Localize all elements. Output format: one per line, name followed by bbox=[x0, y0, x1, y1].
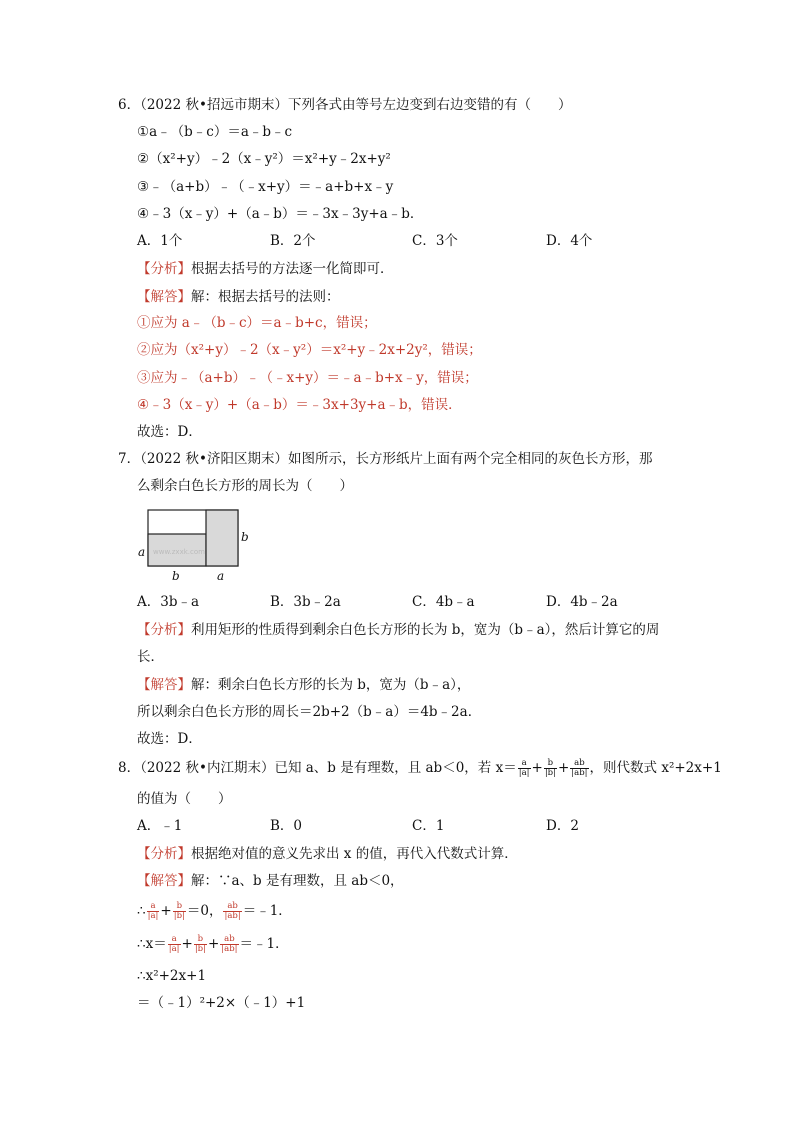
analysis-tag: 【分析】 bbox=[137, 261, 191, 277]
watermark-text: www.zxxk.com bbox=[153, 548, 205, 556]
fraction-a: $\frac{a}{|a|}$ bbox=[168, 934, 180, 954]
q8-option-a: A．﹣1 bbox=[137, 818, 183, 834]
q7-option-a: A．3b﹣a bbox=[137, 594, 200, 610]
stem-prefix: 8．（2022 秋•内江期末）已知 a、b 是有理数，且 ab＜0，若 x＝ bbox=[118, 760, 517, 776]
q6-answer-line-1: ①应为 a﹣（b﹣c）＝a﹣b+c，错误； bbox=[137, 315, 377, 331]
q7-option-c: C．4b﹣a bbox=[412, 594, 475, 610]
label-b-bottom: b bbox=[172, 569, 180, 583]
q6-answer bbox=[137, 288, 340, 306]
fraction-b: $\frac{b}{|b|}$ bbox=[194, 934, 206, 954]
q7-stem-line-1: 7．（2022 秋•济阳区期末）如图所示，长方形纸片上面有两个完全相同的灰色长方形，那 bbox=[118, 451, 653, 467]
rectangle-figure bbox=[137, 508, 249, 586]
label-b-right: b bbox=[241, 530, 249, 544]
fraction-a: $\frac{a}{|a|}$ bbox=[147, 901, 159, 921]
fraction-ab: $\frac{ab}{|ab|}$ bbox=[224, 901, 241, 921]
answer-text: 解：∵a、b 是有理数，且 ab＜0， bbox=[191, 873, 404, 889]
answer-tag: 【解答】 bbox=[137, 873, 191, 889]
q6-option-b: B．2个 bbox=[270, 233, 316, 249]
q7-answer-line-1 bbox=[137, 676, 470, 694]
q6-choice: 故选：D． bbox=[137, 424, 202, 440]
q6-stem: 6．（2022 秋•招远市期末）下列各式由等号左边变到右边变错的有（ ） bbox=[118, 97, 572, 113]
q6-item-4: ④﹣3（x﹣y）+（a﹣b）＝﹣3x﹣3y+a﹣b． bbox=[137, 206, 424, 222]
analysis-tag: 【分析】 bbox=[137, 846, 191, 862]
label-a-bottom: a bbox=[217, 569, 225, 583]
label-a-left: a bbox=[138, 545, 146, 559]
q8-option-d: D．2 bbox=[546, 818, 579, 834]
analysis-text: 根据去括号的方法逐一化简即可． bbox=[191, 261, 394, 277]
fraction-b: $\frac{b}{|b|}$ bbox=[544, 758, 556, 778]
q8-stem-line-1: 8．（2022 秋•内江期末）已知 a、b 是有理数，且 ab＜0，若 x＝ $\frac{a}{|a|}$ + $\frac{b}{|b|}$ + $\frac{ab}{|ab|}$ ，则代数式 x²+2x+1 bbox=[118, 758, 722, 778]
answer-text: 解：剩余白色长方形的长为 b，宽为（b﹣a）， bbox=[191, 677, 471, 693]
gray-rectangle-vertical bbox=[206, 510, 238, 566]
q6-analysis bbox=[137, 260, 394, 278]
q7-option-b: B．3b﹣2a bbox=[270, 594, 341, 610]
fraction-ab: $\frac{ab}{|ab|}$ bbox=[571, 758, 588, 778]
fraction-ab: $\frac{ab}{|ab|}$ bbox=[221, 934, 238, 954]
fraction-b: $\frac{b}{|b|}$ bbox=[173, 901, 185, 921]
q6-answer-line-2: ②应为（x²+y）﹣2（x﹣y²）＝x²+y﹣2x+2y²，错误； bbox=[137, 342, 482, 358]
answer-tag: 【解答】 bbox=[137, 677, 191, 693]
q6-item-2: ②（x²+y）﹣2（x﹣y²）＝x²+y﹣2x+y² bbox=[137, 151, 391, 167]
q8-analysis bbox=[137, 845, 518, 863]
q7-analysis-line-2: 长． bbox=[137, 649, 164, 665]
q7-option-d: D．4b﹣2a bbox=[546, 594, 618, 610]
q8-step-4: ＝（﹣1）²+2×（﹣1）+1 bbox=[137, 995, 306, 1011]
q8-stem-line-2: 的值为（ ） bbox=[137, 791, 232, 807]
q8-step-2: ∴x＝ $\frac{a}{|a|}$ + $\frac{b}{|b|}$ + $\frac{ab}{|ab|}$ ＝﹣1． bbox=[137, 934, 289, 954]
fraction-a: $\frac{a}{|a|}$ bbox=[518, 758, 530, 778]
q8-step-1: ∴ $\frac{a}{|a|}$ + $\frac{b}{|b|}$ ＝0， $\frac{ab}{|ab|}$ ＝﹣1． bbox=[137, 901, 292, 921]
q6-option-d: D．4个 bbox=[546, 233, 593, 249]
analysis-tag: 【分析】 bbox=[137, 622, 191, 638]
q7-choice: 故选：D． bbox=[137, 731, 202, 747]
q6-answer-line-3: ③应为﹣（a+b）﹣（﹣x+y）＝﹣a﹣b+x﹣y，错误； bbox=[137, 370, 478, 386]
q6-answer-line-4: ④﹣3（x﹣y）+（a﹣b）＝﹣3x+3y+a﹣b，错误． bbox=[137, 397, 462, 413]
answer-tag: 【解答】 bbox=[137, 289, 191, 305]
q6-option-a: A．1个 bbox=[137, 233, 183, 249]
analysis-text: 利用矩形的性质得到剩余白色长方形的长为 b，宽为（b﹣a），然后计算它的周 bbox=[191, 622, 660, 638]
answer-intro: 解：根据去括号的法则： bbox=[191, 289, 340, 305]
q6-item-1: ①a﹣（b﹣c）＝a﹣b﹣c bbox=[137, 124, 293, 140]
q6-option-c: C．3个 bbox=[412, 233, 458, 249]
q8-answer-line-1 bbox=[137, 872, 404, 890]
stem-suffix: ，则代数式 x²+2x+1 bbox=[589, 760, 722, 776]
analysis-text: 根据绝对值的意义先求出 x 的值，再代入代数式计算． bbox=[191, 846, 518, 862]
q8-option-c: C．1 bbox=[412, 818, 445, 834]
q6-item-3: ③﹣（a+b）﹣（﹣x+y）＝﹣a+b+x﹣y bbox=[137, 179, 394, 195]
q7-stem-line-2: 么剩余白色长方形的周长为（ ） bbox=[137, 478, 353, 494]
q8-option-b: B．0 bbox=[270, 818, 303, 834]
q7-analysis-line-1 bbox=[137, 621, 659, 639]
q7-answer-line-2: 所以剩余白色长方形的周长＝2b+2（b﹣a）＝4b﹣2a． bbox=[137, 704, 482, 720]
q8-step-3: ∴x²+2x+1 bbox=[137, 968, 207, 984]
